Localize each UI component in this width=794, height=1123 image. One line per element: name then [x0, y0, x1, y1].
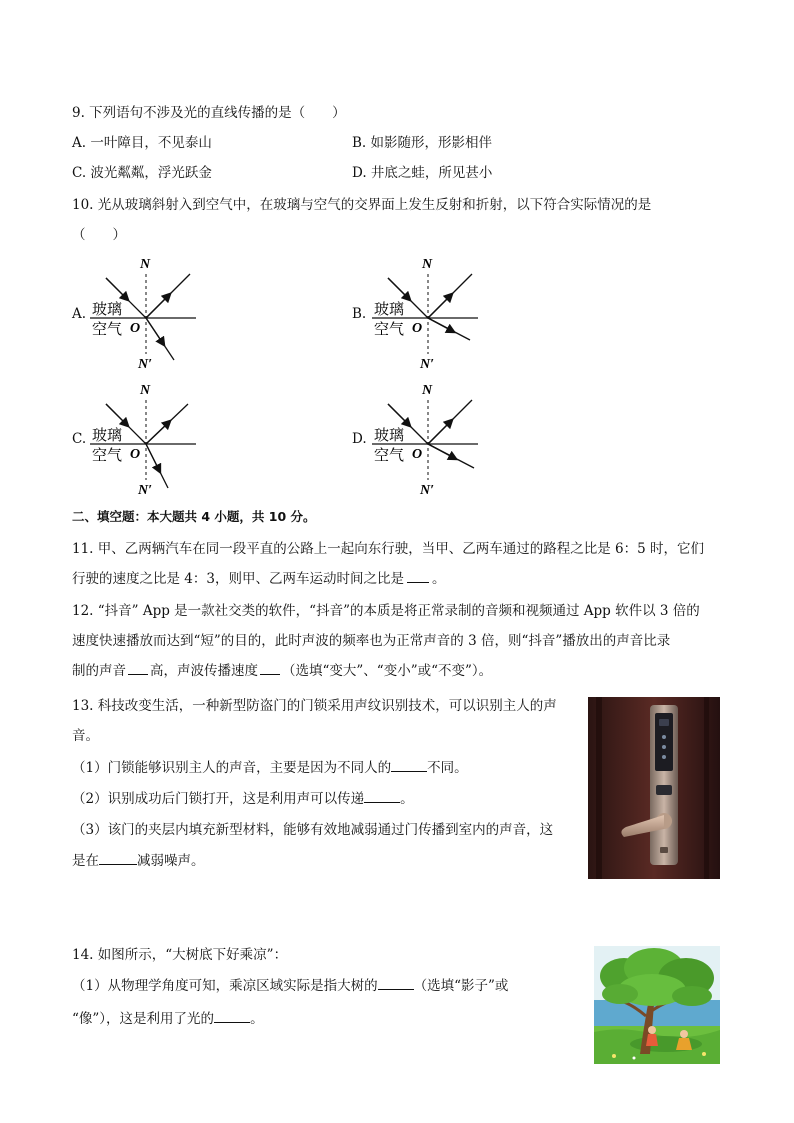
q13-blank-2[interactable] [364, 790, 400, 803]
diag-c-n-bottom: N′ [138, 483, 153, 498]
q10-option-a-letter: A. [72, 306, 87, 322]
q12-blank-2[interactable] [260, 662, 280, 675]
diag-b-n-top: N [422, 257, 433, 272]
q14-sub1-cont [72, 1010, 264, 1028]
q10-diagram-a [88, 254, 200, 372]
q13-sub2-text: （2）识别成功后门锁打开，这是利用声可以传递 [72, 791, 365, 807]
diag-b-glass: 玻璃 [374, 300, 405, 318]
diag-a-n-bottom: N′ [138, 357, 153, 372]
q9-option-b: B. 如影随形，形影相伴 [352, 135, 493, 151]
q9-option-d: D. 井底之蛙，所见甚小 [352, 165, 493, 181]
diag-d-n-bottom: N′ [420, 483, 435, 498]
q10-diagram-d [370, 380, 482, 498]
q9-option-c: C. 波光粼粼，浮光跃金 [72, 165, 212, 181]
section-2-title: 二、填空题：本大题共 4 小题，共 10 分。 [72, 509, 316, 524]
q12-line3 [72, 662, 492, 680]
diag-d-n-top: N [422, 383, 433, 398]
q14-sub1-choice: （选填“影子”或 [413, 978, 509, 994]
q13-blank-3[interactable] [99, 852, 137, 865]
q13-line1: 13. 科技改变生活，一种新型防盗门的门锁采用声纹识别技术，可以识别主人的声 [72, 698, 557, 714]
tree-shade-picture [594, 946, 720, 1064]
q9-stem: 9. 下列语句不涉及光的直线传播的是（ ） [72, 105, 346, 121]
q12-line1: 12. “抖音” App 是一款社交类的软件，“抖音”的本质是将正常录制的音频和视频通过 App 软件以 3 倍的 [72, 603, 700, 619]
q13-sub3-cont [72, 852, 205, 870]
q14-blank-1[interactable] [378, 977, 414, 990]
q12-text-c: （选填“变大”、“变小”或“不变”）。 [282, 663, 493, 679]
q10-stem: 10. 光从玻璃斜射入到空气中，在玻璃与空气的交界面上发生反射和折射，以下符合实际情况的是 [72, 197, 652, 213]
q10-diagram-c [88, 380, 200, 498]
q13-sub1-text: （1）门锁能够识别主人的声音，主要是因为不同人的 [72, 760, 392, 776]
q13-sub1 [72, 759, 468, 777]
diag-d-glass: 玻璃 [374, 426, 405, 444]
diag-a-air: 空气 [92, 320, 123, 338]
q10-paren: （ ） [72, 227, 126, 243]
diag-c-air: 空气 [92, 446, 123, 464]
q12-blank-1[interactable] [128, 662, 148, 675]
q10-option-d-letter: D. [352, 431, 367, 447]
q10-option-b-letter: B. [352, 306, 367, 322]
q11-answer-blank[interactable] [407, 570, 429, 583]
q9-option-a: A. 一叶障目，不见泰山 [72, 135, 212, 151]
diag-a-origin: O [130, 321, 141, 336]
q13-sub2-end: 。 [400, 791, 414, 807]
q13-blank-1[interactable] [391, 759, 427, 772]
diag-b-n-bottom: N′ [420, 357, 435, 372]
diag-d-origin: O [412, 447, 423, 462]
q14-line1: 14. 如图所示，“大树底下好乘凉”： [72, 947, 288, 963]
q13-sub3-end: 减弱噪声。 [137, 853, 205, 869]
diag-d-air: 空气 [374, 446, 405, 464]
q12-line2: 速度快速播放而达到“短”的目的，此时声波的频率也为正常声音的 3 倍，则“抖音”播放出的声音比录 [72, 633, 671, 649]
q11-line2 [72, 570, 445, 588]
diag-b-air: 空气 [374, 320, 405, 338]
q13-sub2 [72, 790, 414, 808]
diag-b-origin: O [412, 321, 423, 336]
q12-text-a: 制的声音 [72, 663, 126, 679]
q13-sub1-end: 不同。 [427, 760, 468, 776]
diag-c-n-top: N [140, 383, 151, 398]
diag-a-glass: 玻璃 [92, 300, 123, 318]
q13-line2: 音。 [72, 728, 99, 744]
q14-sub1-text-b: “像”），这是利用了光的 [72, 1011, 215, 1027]
q11-line1: 11. 甲、乙两辆汽车在同一段平直的公路上一起向东行驶，当甲、乙两车通过的路程之比是 6：5 时，它们 [72, 541, 705, 557]
door-lock-photo [588, 697, 720, 879]
q11-end: 。 [431, 571, 446, 587]
q11-text: 行驶的速度之比是 4：3，则甲、乙两车运动时间之比是 [72, 571, 404, 587]
diag-c-origin: O [130, 447, 141, 462]
q13-sub3-text: 是在 [72, 853, 99, 869]
q10-diagram-b [370, 254, 482, 372]
q10-option-c-letter: C. [72, 431, 87, 447]
q14-sub1 [72, 977, 508, 995]
diag-c-glass: 玻璃 [92, 426, 123, 444]
q14-sub1-text: （1）从物理学角度可知，乘凉区域实际是指大树的 [72, 978, 378, 994]
diag-a-n-top: N [140, 257, 151, 272]
q14-blank-2[interactable] [214, 1010, 250, 1023]
q14-sub1-end: 。 [250, 1011, 264, 1027]
q13-sub3: （3）该门的夹层内填充新型材料，能够有效地减弱通过门传播到室内的声音，这 [72, 822, 554, 838]
q12-text-b: 高，声波传播速度 [150, 663, 258, 679]
